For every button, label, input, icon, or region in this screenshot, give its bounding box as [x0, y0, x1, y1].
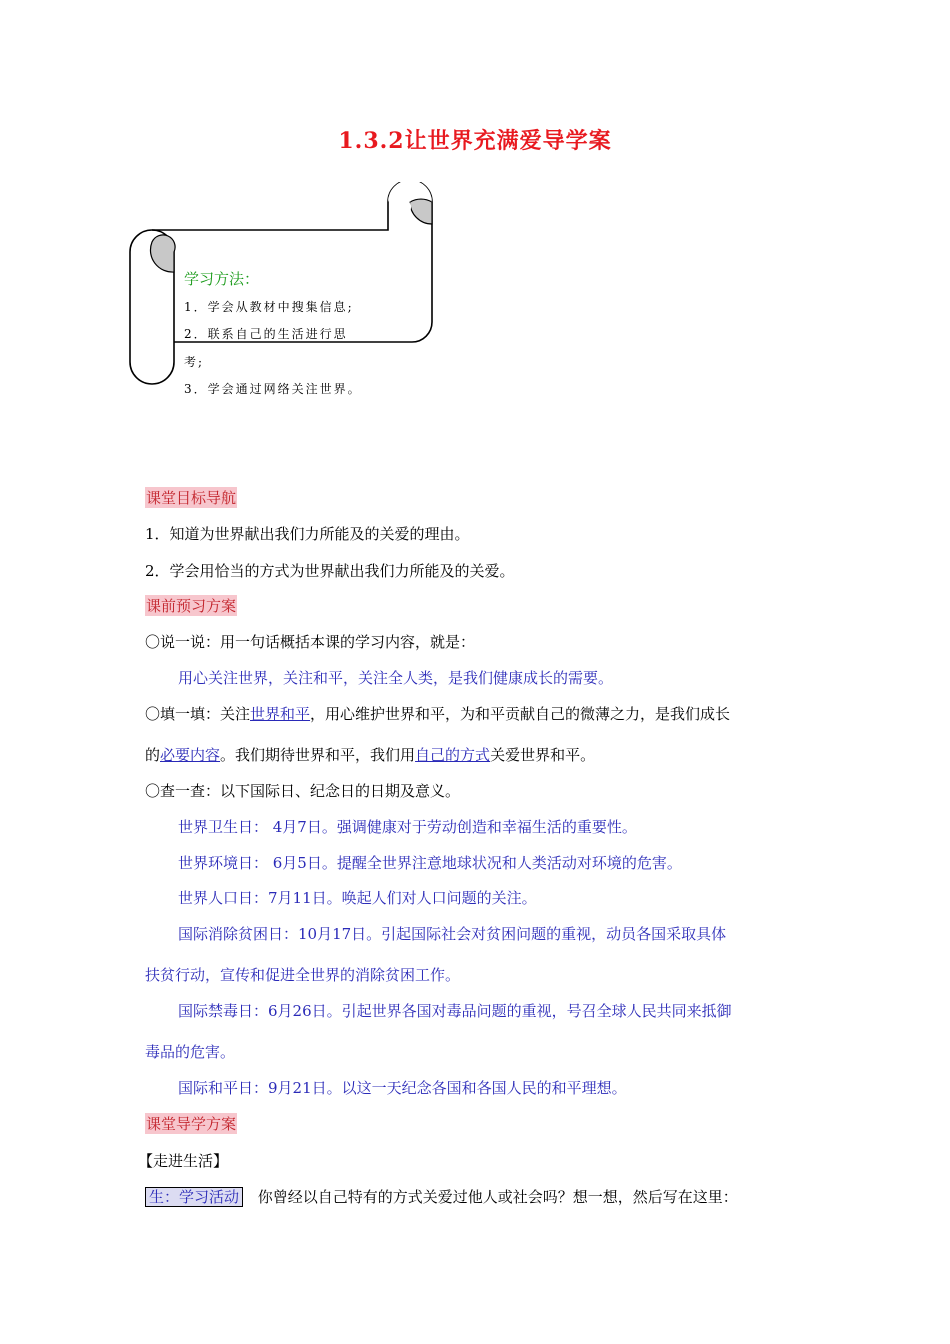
observance-line: 世界卫生日： 4月7日。强调健康对于劳动创造和幸福生活的重要性。	[178, 818, 637, 836]
page-title: 1.3.2让世界充满爱导学案	[338, 128, 612, 154]
goal-item: 1．知道为世界献出我们力所能及的关爱的理由。	[145, 525, 470, 543]
activity-label: 生：学习活动	[145, 1187, 243, 1207]
fill-blank: 必要内容	[160, 746, 221, 764]
fill-line-2	[145, 744, 595, 765]
fill-suffix: 关爱世界和平。	[490, 746, 596, 764]
say-prompt: 〇说一说：用一句话概括本课的学习内容，就是：	[145, 633, 476, 651]
section-heading-preview: 课前预习方案	[146, 597, 237, 615]
fill-text: 。我们期待世界和平，我们用	[220, 746, 416, 764]
goal-item: 2．学会用恰当的方式为世界献出我们力所能及的关爱。	[145, 562, 515, 580]
section-heading-goals: 课堂目标导航	[146, 489, 237, 507]
activity-text: 你曾经以自己特有的方式关爱过他人或社会吗？想一想，然后写在这里：	[257, 1188, 738, 1206]
check-prompt: 〇查一查：以下国际日、纪念日的日期及意义。	[145, 782, 461, 800]
fill-blank: 世界和平	[250, 705, 311, 723]
say-answer: 用心关注世界，关注和平，关注全人类，是我们健康成长的需要。	[178, 669, 614, 687]
study-method-heading: 学习方法：	[184, 270, 260, 288]
observance-line: 国际消除贫困日：10月17日。引起国际社会对贫困问题的重视，动员各国采取具体	[178, 925, 727, 943]
observance-line: 国际和平日：9月21日。以这一天纪念各国和各国人民的和平理想。	[178, 1079, 627, 1097]
study-method-item: 3．学会通过网络关注世界。	[184, 382, 362, 396]
observance-line: 毒品的危害。	[145, 1043, 236, 1061]
fill-text: 的	[145, 746, 161, 764]
scroll-frame	[126, 182, 436, 392]
fill-prefix: 〇填一填：关注	[145, 705, 251, 723]
fill-text: ，用心维护世界和平，为和平贡献自己的微薄之力，是我们成长	[310, 705, 731, 723]
study-method-item: 考;	[184, 355, 205, 369]
observance-line: 世界环境日： 6月5日。提醒全世界注意地球状况和人类活动对环境的危害。	[178, 854, 682, 872]
section-heading-class: 课堂导学方案	[146, 1115, 237, 1133]
subsection-heading: 【走进生活】	[138, 1152, 229, 1170]
observance-line: 国际禁毒日：6月26日。引起世界各国对毒品问题的重视，号召全球人民共同来抵御	[178, 1002, 732, 1020]
observance-line: 世界人口日：7月11日。唤起人们对人口问题的关注。	[178, 889, 537, 907]
fill-line-1	[145, 703, 730, 724]
observance-line: 扶贫行动，宣传和促进全世界的消除贫困工作。	[145, 966, 461, 984]
study-method-item: 1．学会从教材中搜集信息;	[184, 300, 354, 314]
activity-line	[145, 1186, 738, 1207]
fill-blank: 自己的方式	[415, 746, 491, 764]
study-method-item: 2．联系自己的生活进行思	[184, 327, 348, 341]
